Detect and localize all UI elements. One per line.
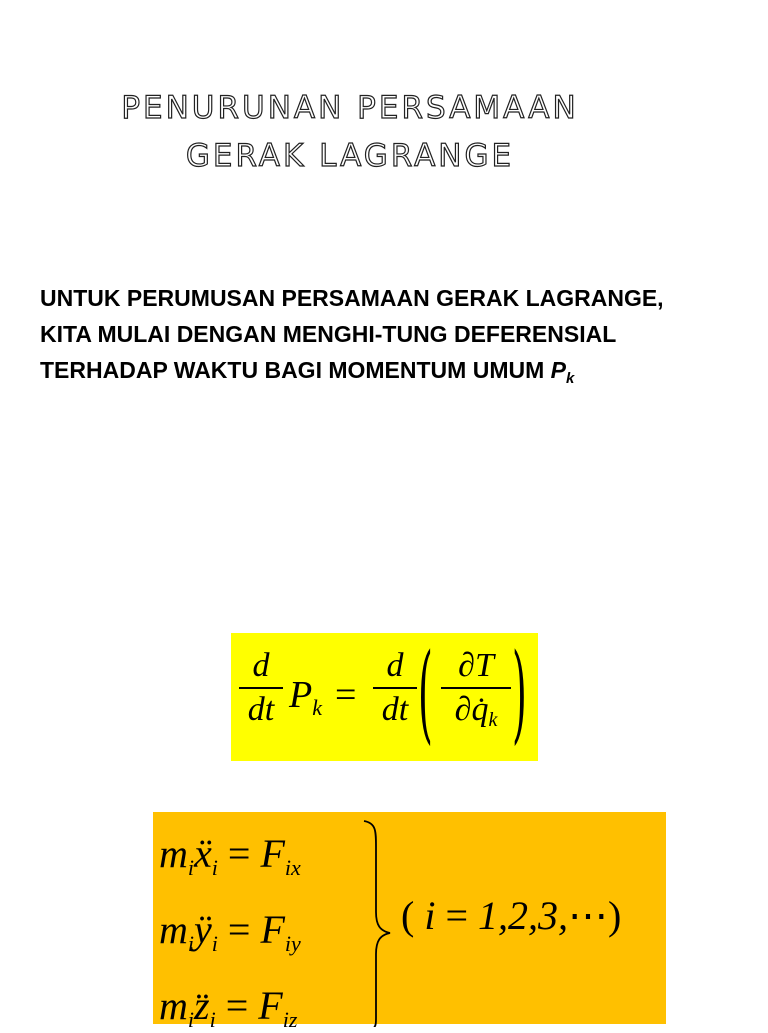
d-dt-fraction-right: d dt <box>373 647 417 729</box>
index-range: ( i = 1,2,3,⋯) <box>401 893 622 938</box>
body-line-2: KITA MULAI DENGAN MENGHI-TUNG DEFERENSIAL <box>40 321 617 347</box>
momentum-symbol-sub: k <box>566 370 575 387</box>
body-line-3 <box>40 352 760 397</box>
right-brace <box>358 817 398 1027</box>
d-dt-fraction-left: d dt <box>239 647 283 729</box>
slide-title-line-2: GERAK LAGRANGE <box>185 138 515 174</box>
left-paren: ( <box>418 631 433 755</box>
partial-fraction: ∂T ∂q̇k <box>441 647 511 739</box>
equation-momentum-derivative <box>231 633 538 761</box>
momentum-symbol: P <box>550 357 566 383</box>
right-paren: ) <box>512 631 527 755</box>
equation-x: $m_iẍ_i = F_{ix}$ <box>159 831 301 880</box>
equation-z: $m_iz̈_i = F_{iz}$ <box>159 983 298 1032</box>
body-line-1: UNTUK PERUMUSAN PERSAMAAN GERAK LAGRANGE, <box>40 285 664 311</box>
equals-sign: = <box>335 674 357 716</box>
body-paragraph <box>40 280 760 397</box>
equation-y: $m_iÿ_i = F_{iy}$ <box>159 907 301 956</box>
equation-newton-system <box>153 812 666 1032</box>
pk-term: $P_k$ <box>289 674 322 720</box>
body-line-3-text: TERHADAP WAKTU BAGI MOMENTUM UMUM <box>40 357 545 383</box>
slide-title-line-1: PENURUNAN PERSAMAAN <box>121 90 579 126</box>
